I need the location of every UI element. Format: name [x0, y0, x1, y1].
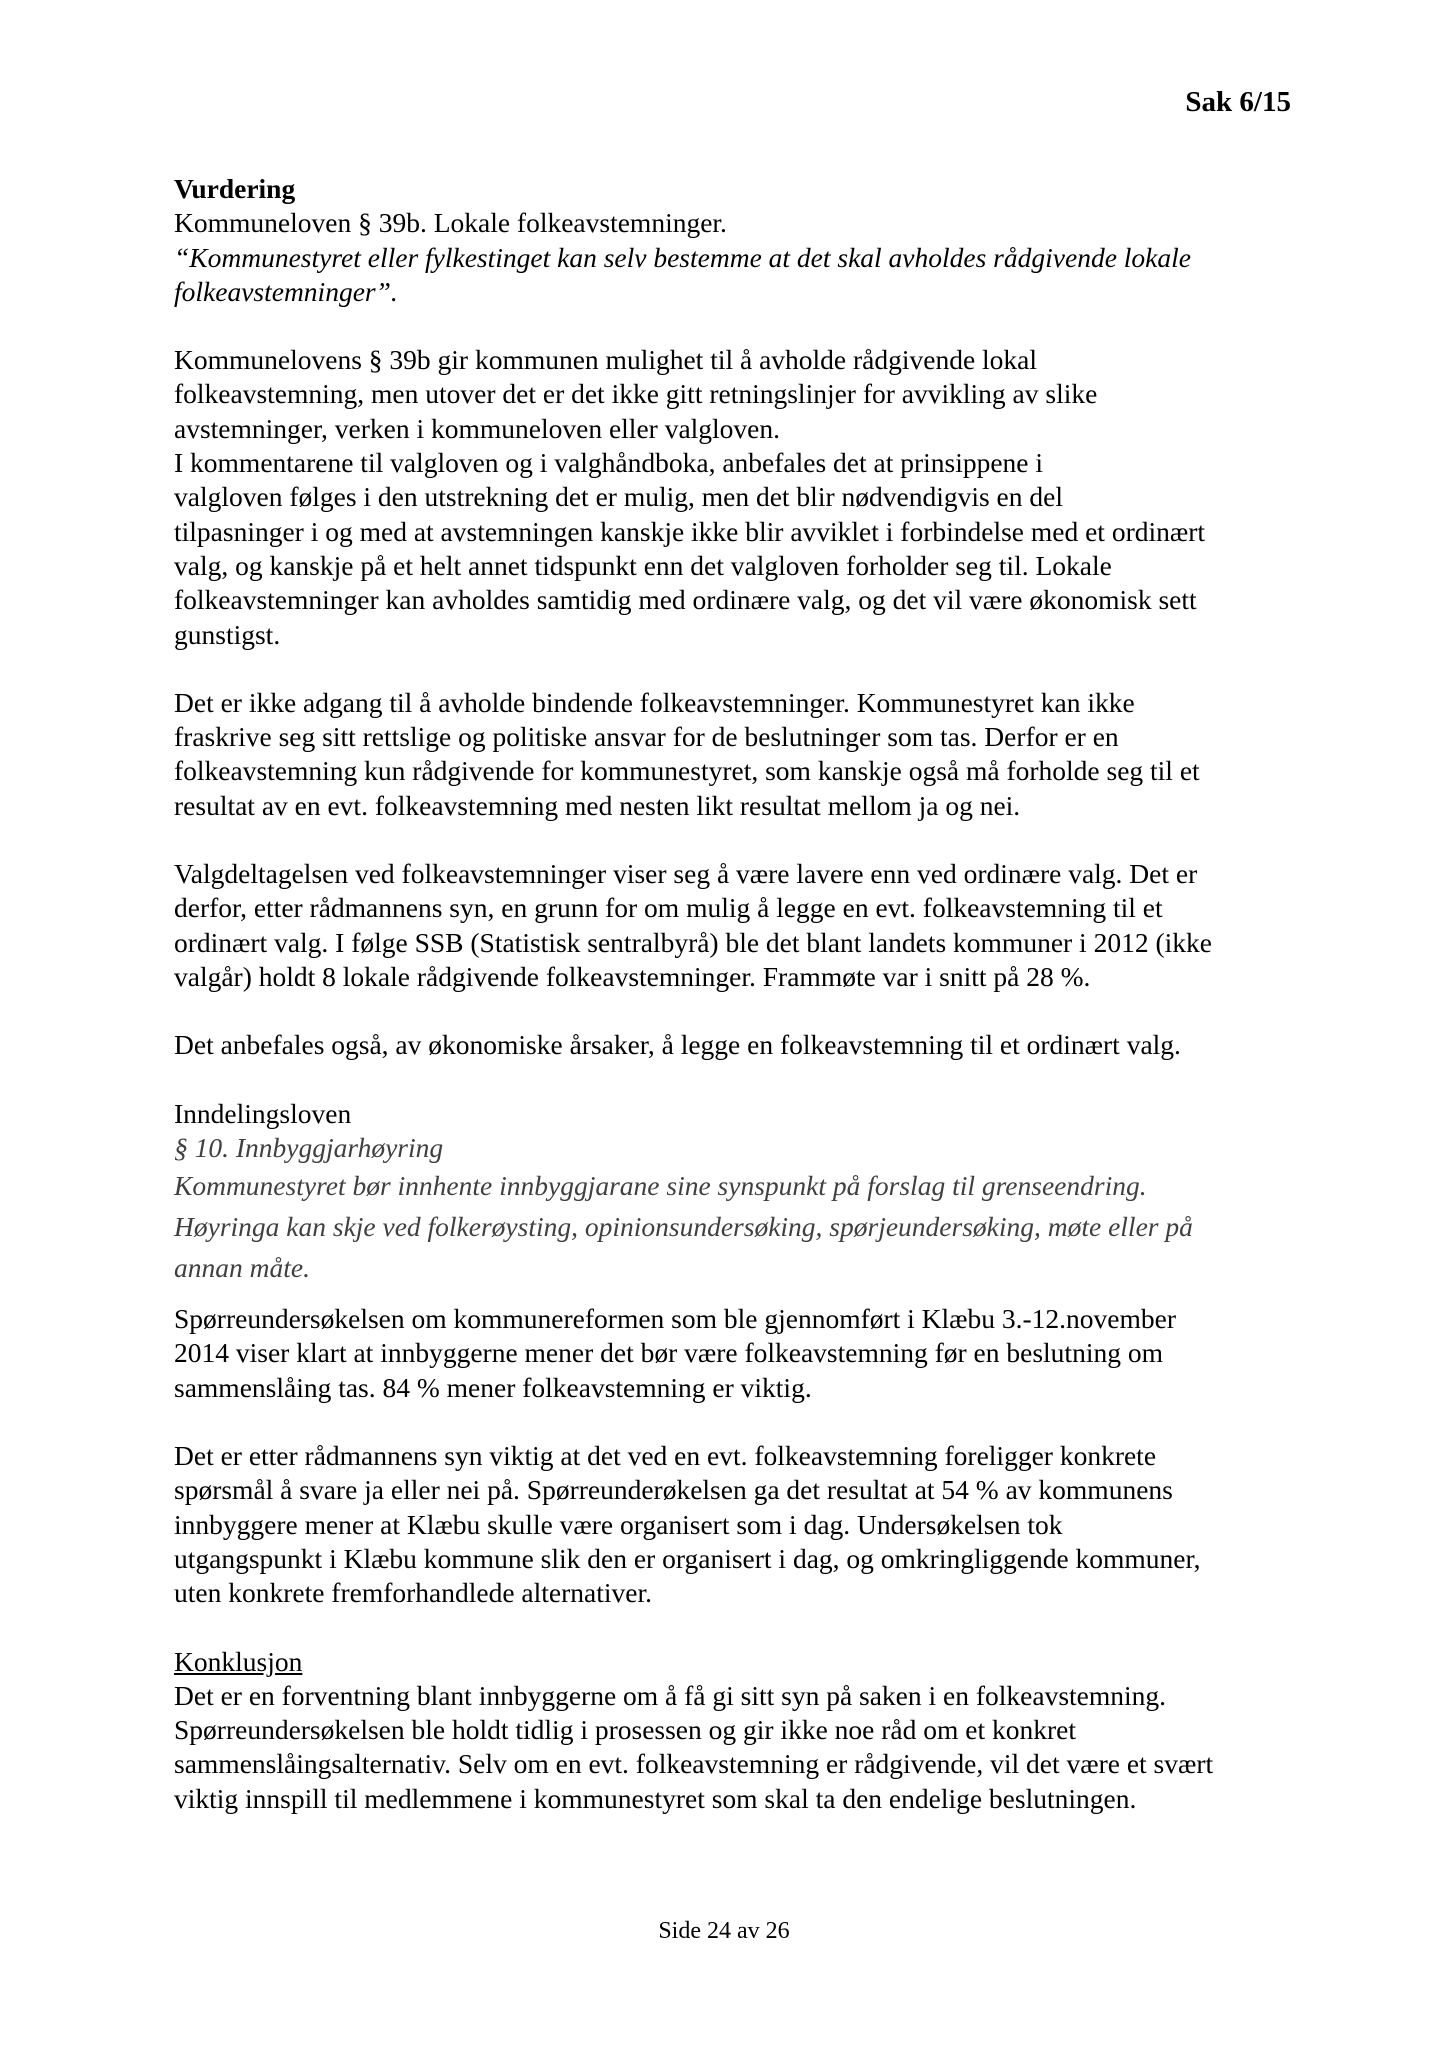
text-line: valgloven følges i den utstrekning det er mulig, men det blir nødvendigvis en del [174, 481, 1063, 513]
text-line: Det er en forventning blant innbyggerne om å få gi sitt syn på saken i en folkeavstemning. [174, 1679, 1167, 1711]
text-line: sammenslåing tas. 84 % mener folkeavstemning er viktig. [174, 1371, 812, 1403]
law-reference: Kommuneloven § 39b. Lokale folkeavstemninger. [174, 207, 727, 239]
text-line: folkeavstemning, men utover det er det ikke gitt retningslinjer for avvikling av slike [174, 378, 1098, 410]
text-line: Spørreundersøkelsen ble holdt tidlig i prosessen og gir ikke noe råd om et konkret [174, 1714, 1076, 1746]
text-line: Det anbefales også, av økonomiske årsaker, å legge en folkeavstemning til et ordinært valg. [174, 1029, 1181, 1061]
text-line: Valgdeltagelsen ved folkeavstemninger viser seg å være lavere enn ved ordinære valg. Det er [174, 858, 1198, 890]
document-body [174, 172, 1304, 1816]
inndelingsloven-section [174, 1097, 1304, 1289]
text-line: gunstigst. [174, 618, 281, 650]
text-line: derfor, etter rådmannens syn, en grunn for om mulig å legge en evt. folkeavstemning til et [174, 892, 1163, 924]
quote-line: “Kommunestyret eller fylkestinget kan selv bestemme at det skal avholdes rådgivende lokale [174, 241, 1191, 273]
text-line: innbyggere mener at Klæbu skulle være organisert som i dag. Undersøkelsen tok [174, 1508, 1063, 1540]
konklusjon-heading: Konklusjon [174, 1645, 303, 1677]
inndelingsloven-title: Inndelingsloven [174, 1097, 352, 1129]
text-line: resultat av en evt. folkeavstemning med nesten likt resultat mellom ja og nei. [174, 789, 1021, 821]
text-line: Det er etter rådmannens syn viktig at det ved en evt. folkeavstemning foreligger konkrete [174, 1440, 1157, 1472]
quote-line: Kommunestyret bør innhente innbyggjarane sine synspunkt på forslag til grenseendring. [174, 1170, 1147, 1202]
paragraph-valgdeltagelse [174, 857, 1304, 994]
text-line: uten konkrete fremforhandlede alternativer. [174, 1577, 652, 1609]
quote-line: folkeavstemninger”. [174, 275, 398, 307]
text-line: valg, og kanskje på et helt annet tidspunkt enn det valgloven forholder seg til. Lokale [174, 549, 1112, 581]
law-quote [174, 241, 1304, 310]
page-number: Side 24 av 26 [658, 1918, 790, 1944]
text-line: Spørreundersøkelsen om kommunereformen som ble gjennomført i Klæbu 3.-12.november [174, 1303, 1177, 1335]
text-line: sammenslåingsalternativ. Selv om en evt. folkeavstemning er rådgivende, vil det være et svært [174, 1748, 1214, 1780]
text-line: viktig innspill til medlemmene i kommunestyret som skal ta den endelige beslutningen. [174, 1782, 1137, 1814]
paragraph-konkrete-sporsmal [174, 1439, 1304, 1610]
text-line: avstemninger, verken i kommuneloven eller valgloven. [174, 412, 781, 444]
text-line: utgangspunkt i Klæbu kommune slik den er organisert i dag, og omkringliggende kommuner, [174, 1542, 1201, 1574]
text-line: 2014 viser klart at innbyggerne mener det bør være folkeavstemning før en beslutning om [174, 1337, 1163, 1369]
text-line: I kommentarene til valgloven og i valghåndboka, anbefales det at prinsippene i [174, 447, 1044, 479]
text-line: Det er ikke adgang til å avholde bindende folkeavstemninger. Kommunestyret kan ikke [174, 686, 1135, 718]
paragraph-anbefaling [174, 1028, 1304, 1062]
text-line: folkeavstemning kun rådgivende for kommunestyret, som kanskje også må forholde seg til et [174, 755, 1200, 787]
text-line: spørsmål å svare ja eller nei på. Spørreunderøkelsen ga det resultat at 54 % av kommunens [174, 1474, 1173, 1506]
text-line: tilpasninger i og med at avstemningen kanskje ikke blir avviklet i forbindelse med et ordinært [174, 515, 1206, 547]
inndelingsloven-quote [174, 1165, 1304, 1288]
paragraph-bindende [174, 686, 1304, 823]
paragraph-kommuneloven [174, 343, 1304, 652]
text-line: Kommunelovens § 39b gir kommunen mulighet til å avholde rådgivende lokal [174, 344, 1038, 376]
text-line: valgår) holdt 8 lokale rådgivende folkeavstemninger. Frammøte var i snitt på 28 %. [174, 960, 1091, 992]
case-reference: Sak 6/15 [1185, 86, 1291, 118]
vurdering-section [174, 172, 1304, 309]
vurdering-heading: Vurdering [174, 173, 296, 204]
quote-line: annan måte. [174, 1252, 310, 1284]
text-line: ordinært valg. I følge SSB (Statistisk sentralbyrå) ble det blant landets kommuner i 2012 (ikke [174, 926, 1212, 958]
text-line: fraskrive seg sitt rettslige og politiske ansvar for de beslutninger som tas. Derfor er en [174, 721, 1119, 753]
paragraph-sporreundersokelse [174, 1302, 1304, 1405]
text-line: folkeavstemninger kan avholdes samtidig med ordinære valg, og det vil være økonomisk sett [174, 584, 1197, 616]
konklusjon-section [174, 1645, 1304, 1816]
section-reference: § 10. Innbyggjarhøyring [174, 1131, 444, 1163]
quote-line: Høyringa kan skje ved folkerøysting, opinionsundersøking, spørjeundersøking, møte eller på [174, 1211, 1193, 1243]
